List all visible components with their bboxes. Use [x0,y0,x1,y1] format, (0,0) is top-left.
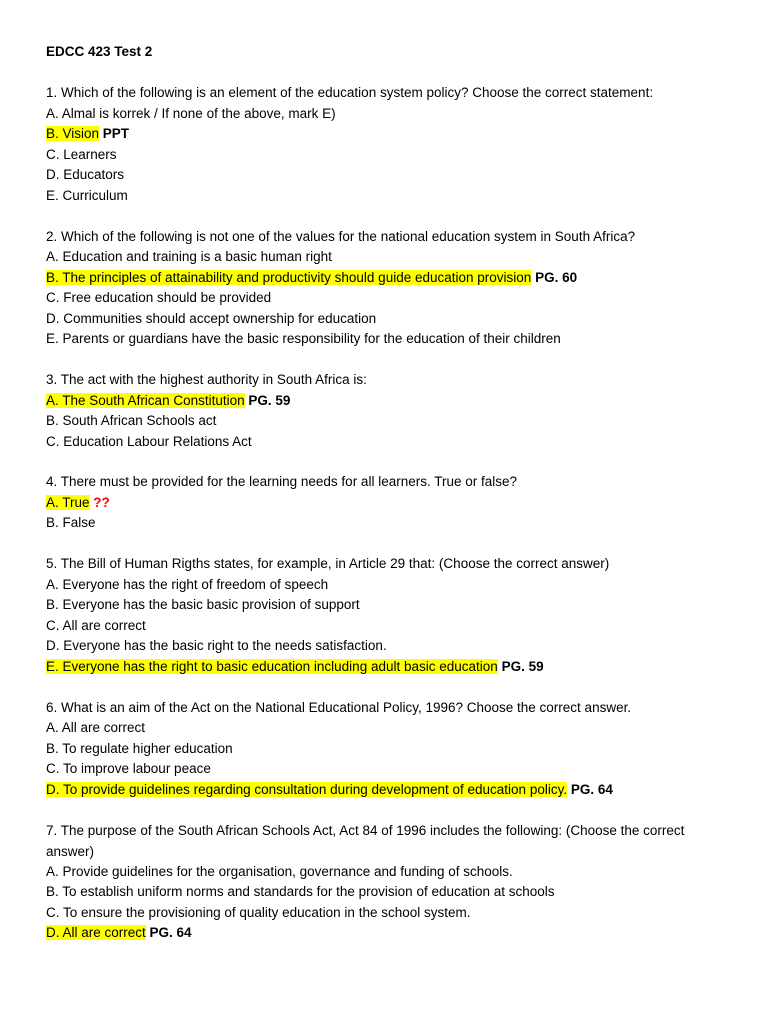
answer-reference: PPT [102,126,130,141]
question-3-option-a [46,391,736,412]
question-6-option-b [46,739,736,760]
option-text: A. Everyone has the right of freedom of speech [46,577,329,592]
question-2-stem: 2. Which of the following is not one of the values for the national education system in South Africa? [46,229,636,244]
question-4-stem: 4. There must be provided for the learning needs for all learners. True or false? [46,474,518,489]
option-text: D. Communities should accept ownership for education [46,311,377,326]
option-text: B. Everyone has the basic basic provision of support [46,597,360,612]
highlighted-answer: A. The South African Constitution [46,393,245,408]
option-text: C. To ensure the provisioning of quality education in the school system. [46,905,471,920]
question-4-option-b [46,513,736,534]
highlighted-answer: E. Everyone has the right to basic education including adult basic education [46,659,498,674]
option-text: B. False [46,515,96,530]
question-7-option-b [46,882,736,903]
answer-reference: PG. 59 [501,659,544,674]
option-text: C. Free education should be provided [46,290,272,305]
option-text: E. Parents or guardians have the basic responsibility for the education of their children [46,331,561,346]
option-text: A. Provide guidelines for the organisation, governance and funding of schools. [46,864,513,879]
option-text: A. Almal is korrek / If none of the above, mark E) [46,106,336,121]
question-4-option-a [46,493,736,514]
uncertain-mark: ?? [93,495,110,510]
highlighted-answer: D. To provide guidelines regarding consultation during development of education policy. [46,782,568,797]
option-text: C. To improve labour peace [46,761,211,776]
question-5-option-b [46,595,736,616]
question-6-option-c [46,759,736,780]
question-2-option-e [46,329,736,350]
question-3-option-b [46,411,736,432]
answer-reference: PG. 60 [535,270,578,285]
highlighted-answer: D. All are correct [46,925,146,940]
question-1-option-e [46,186,736,207]
question-5-option-a [46,575,736,596]
question-7-option-d [46,923,736,944]
question-2-option-d [46,309,736,330]
option-text: C. All are correct [46,618,146,633]
highlighted-answer: A. True [46,495,90,510]
question-2-option-c [46,288,736,309]
option-text: C. Education Labour Relations Act [46,434,252,449]
question-1-stem: 1. Which of the following is an element of the education system policy? Choose the correct statement: [46,85,654,100]
question-7-option-c [46,903,736,924]
option-text: A. All are correct [46,720,146,735]
question-1-option-a [46,104,736,125]
question-1-option-d [46,165,736,186]
question-5-option-e [46,657,736,678]
question-6-stem: 6. What is an aim of the Act on the National Educational Policy, 1996? Choose the correct answer. [46,700,632,715]
question-2-option-a [46,247,736,268]
question-1-option-b [46,124,736,145]
option-text: C. Learners [46,147,117,162]
question-7-option-a [46,862,736,883]
answer-reference: PG. 64 [570,782,613,797]
question-6-option-a [46,718,736,739]
question-3-stem: 3. The act with the highest authority in South Africa is: [46,372,367,387]
question-6-option-d [46,780,736,801]
option-text: B. South African Schools act [46,413,217,428]
question-7-stem: 7. The purpose of the South African Schools Act, Act 84 of 1996 includes the following: (Choose the correct answer) [46,823,685,859]
option-text: B. To regulate higher education [46,741,233,756]
answer-reference: PG. 64 [149,925,192,940]
option-text: B. To establish uniform norms and standards for the provision of education at schools [46,884,555,899]
document-title: EDCC 423 Test 2 [46,44,153,59]
question-1-option-c [46,145,736,166]
question-5-stem: 5. The Bill of Human Rigths states, for example, in Article 29 that: (Choose the correct answer) [46,556,610,571]
question-2-option-b [46,268,736,289]
highlighted-answer: B. The principles of attainability and productivity should guide education provision [46,270,532,285]
option-text: E. Curriculum [46,188,128,203]
question-3-option-c [46,432,736,453]
option-text: D. Everyone has the basic right to the needs satisfaction. [46,638,387,653]
option-text: A. Education and training is a basic human right [46,249,332,264]
answer-reference: PG. 59 [248,393,291,408]
question-5-option-d [46,636,736,657]
question-5-option-c [46,616,736,637]
highlighted-answer: B. Vision [46,126,100,141]
option-text: D. Educators [46,167,125,182]
